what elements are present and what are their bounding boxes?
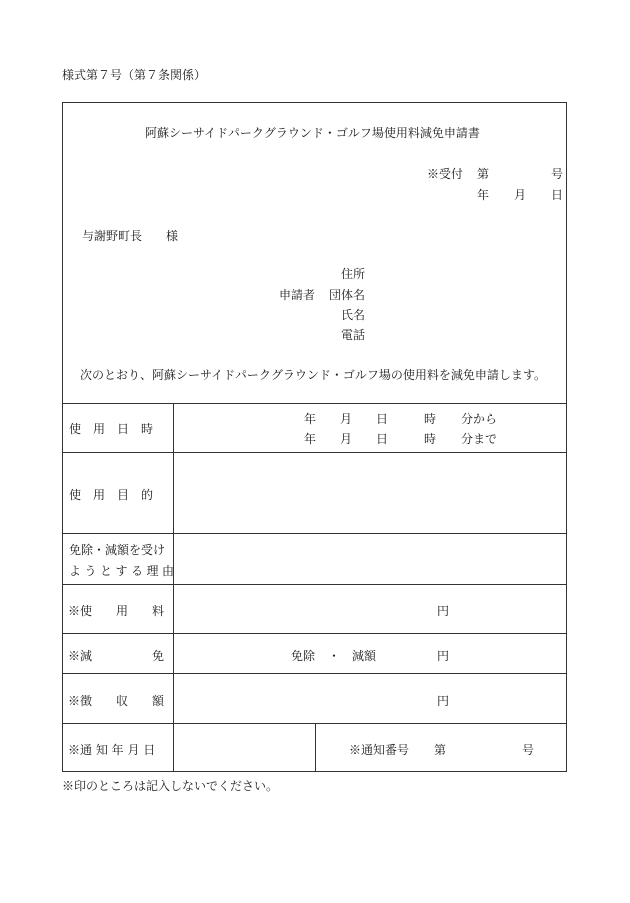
reason-label-line2: ようとする理由 <box>69 564 178 578</box>
divider <box>62 533 567 534</box>
reception-dai: 第 <box>477 167 490 181</box>
notice-number-label: ※通知番号 <box>349 743 410 757</box>
form-number: 様式第７号（第７条関係） <box>62 68 207 82</box>
divider <box>62 673 567 674</box>
divider <box>62 452 567 453</box>
usage-purpose-field[interactable] <box>178 456 563 529</box>
exempt-option[interactable]: 免除 <box>291 649 316 663</box>
applicant-phone-label: 電話 <box>341 328 366 342</box>
divider <box>62 403 567 404</box>
reason-label-line1: 免除・減額を受け <box>69 543 166 557</box>
notice-number-go: 号 <box>522 743 535 757</box>
reception-day: 日 <box>551 188 564 202</box>
applicant-name-label: 氏名 <box>341 308 366 322</box>
usage-start-hour: 時 <box>424 412 437 426</box>
usage-end-year: 年 <box>304 432 317 446</box>
reduction-unit: 円 <box>437 649 450 663</box>
applicant-label: 申請者 <box>279 288 316 302</box>
option-separator: ・ <box>328 649 341 663</box>
reception-month: 月 <box>514 188 527 202</box>
reception-year: 年 <box>477 188 490 202</box>
usage-end-day: 日 <box>376 432 389 446</box>
collected-unit: 円 <box>437 694 450 708</box>
reception-label: ※受付 <box>427 167 464 181</box>
usage-datetime-label: 使 用 日 時 <box>69 422 154 436</box>
fee-label: ※使 用 料 <box>68 604 165 618</box>
application-statement: 次のとおり、阿蘇シーサイドパークグラウンド・ゴルフ場の使用料を減免申請します。 <box>80 368 546 382</box>
usage-purpose-label: 使 用 目 的 <box>69 488 154 502</box>
notice-divider <box>315 723 316 772</box>
notice-date-label: ※通 知 年 月 日 <box>68 743 156 757</box>
notice-number-dai: 第 <box>434 743 447 757</box>
divider <box>62 633 567 634</box>
reception-go: 号 <box>551 167 564 181</box>
usage-start-month: 月 <box>340 412 353 426</box>
reason-field[interactable] <box>178 537 563 580</box>
reduce-option[interactable]: 減額 <box>352 649 377 663</box>
usage-start-day: 日 <box>376 412 389 426</box>
usage-start-year: 年 <box>304 412 317 426</box>
usage-end-month: 月 <box>340 432 353 446</box>
applicant-address-label: 住所 <box>341 267 366 281</box>
form-title: 阿蘇シーサイドパークグラウンド・ゴルフ場使用料減免申請書 <box>145 126 480 140</box>
applicant-organization-label: 団体名 <box>329 288 366 302</box>
fee-unit: 円 <box>437 604 450 618</box>
usage-start-minute: 分から <box>461 412 498 426</box>
reduction-label: ※減 免 <box>68 649 165 663</box>
divider <box>62 584 567 585</box>
collected-label: ※徴 収 額 <box>68 694 165 708</box>
footnote: ※印のところは記入しないでください。 <box>62 779 279 793</box>
usage-end-hour: 時 <box>424 432 437 446</box>
addressee: 与謝野町長 様 <box>82 229 179 243</box>
usage-end-minute: 分まで <box>461 432 498 446</box>
label-column-divider <box>173 403 174 772</box>
